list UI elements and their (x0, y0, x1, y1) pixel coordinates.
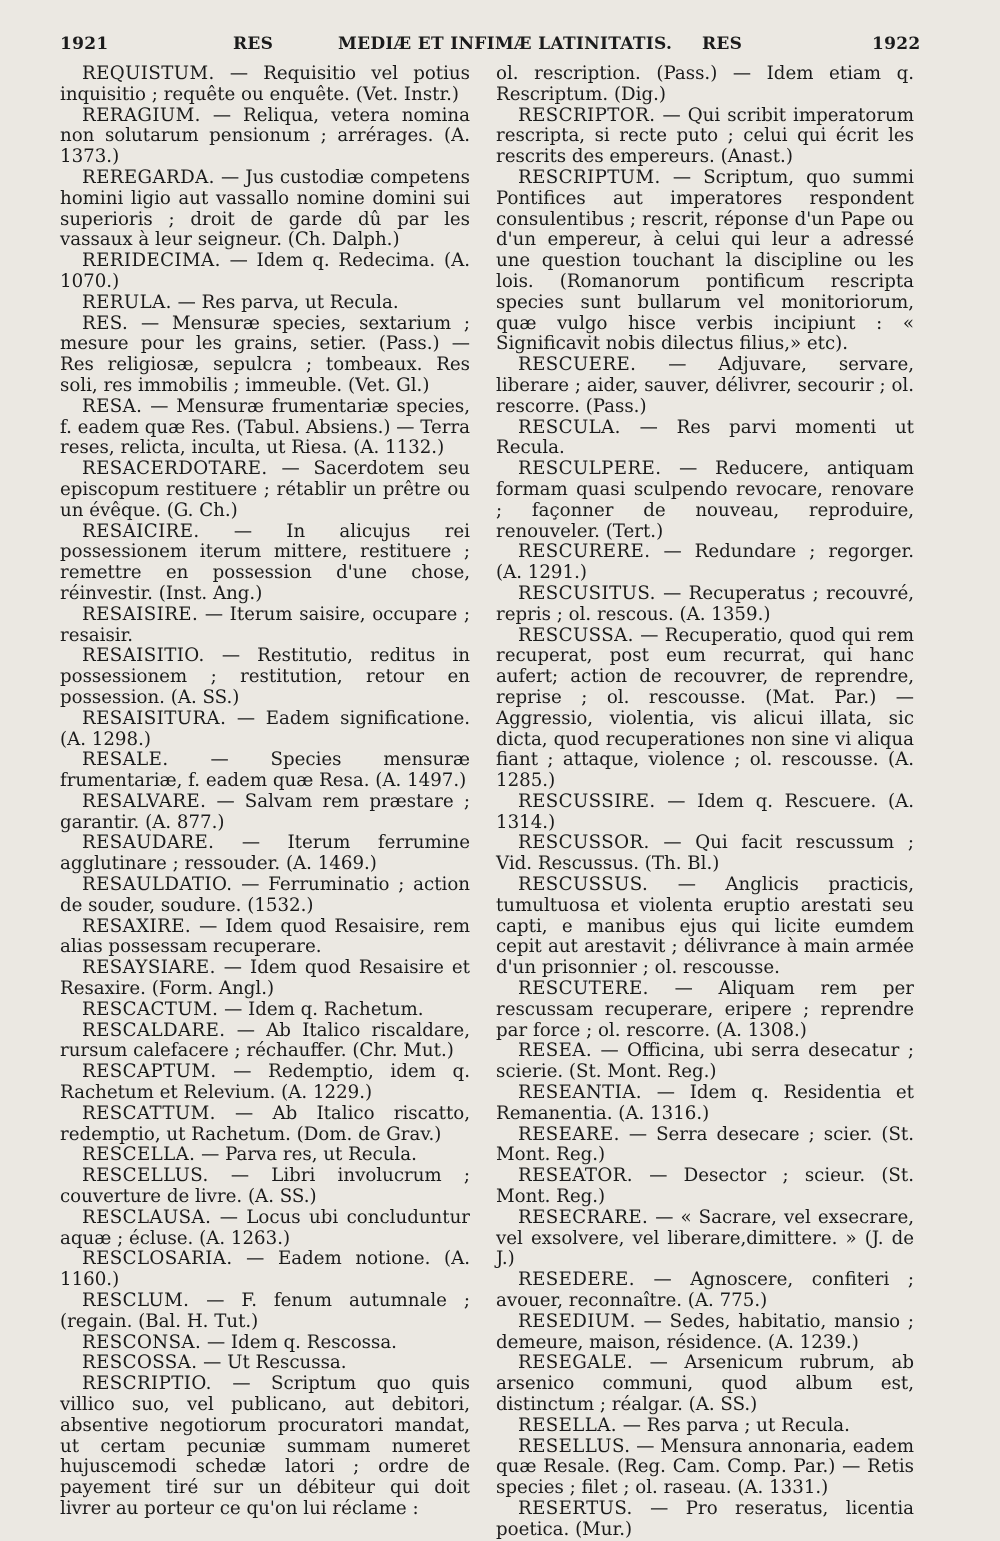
entry-definition: — Requisitio vel potius inquisitio ; requête ou enquête. (Vet. Instr.) (60, 63, 470, 105)
dictionary-entry (60, 1062, 470, 1104)
dictionary-entry (496, 168, 914, 355)
entry-definition: — Res parvi momenti ut Recula. (496, 416, 914, 459)
entry-headword: RESAICIRE. (82, 520, 200, 542)
dictionary-entry (60, 397, 470, 459)
entry-headword: RESAISIRE. (82, 603, 199, 625)
entry-headword: RESAULDATIO. (82, 874, 233, 896)
entry-headword: RESCRIPTOR. (518, 104, 656, 126)
entry-definition: — « Sacrare, vel exsecrare, vel exsolvere, vel liberare,dimittere. » (J. de J.) (496, 1206, 914, 1270)
entry-headword: RESCACTUM. (82, 998, 219, 1020)
entry-headword: RESERTUS. (518, 1497, 633, 1519)
entry-headword: RESCUTERE. (518, 978, 649, 1000)
dictionary-entry (60, 1166, 470, 1208)
entry-headword: RESCLUM. (82, 1290, 190, 1312)
dictionary-entry (496, 64, 914, 106)
entry-headword: RESEANTIA. (518, 1082, 642, 1104)
dictionary-entry (60, 833, 470, 875)
entry-definition: — Eadem notione. (A. 1160.) (60, 1248, 470, 1291)
dictionary-entry (496, 1353, 914, 1415)
entry-definition: — Ut Rescussa. (203, 1352, 347, 1374)
entry-headword: RESCLAUSA. (82, 1206, 212, 1228)
entry-definition: — Redemptio, idem q. Rachetum et Relevium. (A. 1229.) (60, 1061, 470, 1104)
left-column (60, 64, 470, 1520)
entry-headword: RESCALDARE. (82, 1019, 226, 1041)
entry-headword: REQUISTUM. (82, 63, 215, 84)
entry-definition: — Res parva, ut Recula. (177, 291, 399, 313)
dictionary-entry (496, 979, 914, 1041)
entry-definition: — Pro reseratus, licentia poetica. (Mur.) (496, 1497, 914, 1540)
dictionary-entry (60, 750, 470, 792)
entry-definition: — Ab Italico riscatto, redemptio, ut Rachetum. (Dom. de Grav.) (60, 1102, 470, 1145)
dictionary-entry (60, 1208, 470, 1250)
dictionary-entry (60, 605, 470, 647)
entry-headword: RESEGALE. (518, 1352, 634, 1374)
entry-definition: — Idem quod Resaisire, rem alias possessam recuperare. (60, 915, 470, 958)
header-word-left: RES (233, 34, 274, 54)
entry-headword: RESCRIPTIO. (82, 1373, 212, 1395)
entry-headword: RESEATOR. (518, 1165, 633, 1187)
entry-definition: — Idem q. Rescuere. (A. 1314.) (496, 790, 914, 833)
entry-headword: RESAISITIO. (82, 645, 205, 667)
entry-definition: — Recuperatus ; recouvré, repris ; ol. rescous. (A. 1359.) (496, 582, 914, 625)
page-number-left: 1921 (60, 34, 109, 54)
entry-definition: ol. rescription. (Pass.) — Idem etiam q. Rescriptum. (Dig.) (496, 63, 914, 105)
dictionary-entry (496, 1312, 914, 1354)
dictionary-entry (496, 1416, 914, 1437)
entry-headword: RESELLA. (518, 1414, 617, 1436)
entry-definition: — Res parva ; ut Recula. (622, 1414, 850, 1436)
entry-definition: — Adjuvare, servare, liberare ; aider, sauver, délivrer, secourir ; ol. rescorre. (Pass.) (496, 354, 914, 417)
entry-headword: RESCUSSIRE. (518, 790, 656, 812)
entry-headword: RESCELLA. (82, 1144, 196, 1166)
dictionary-entry (60, 459, 470, 521)
entry-definition: — In alicujus rei possessionem iterum mittere, restituere ; remettre en possession d'une chose, réinvestir. (Inst. Ang.) (60, 520, 470, 604)
entry-definition: — Officina, ubi serra desecatur ; scierie. (St. Mont. Reg.) (496, 1040, 914, 1083)
entry-headword: RESCUSSOR. (518, 832, 650, 854)
entry-headword: RESAXIRE. (82, 915, 192, 937)
entry-definition: — Libri involucrum ; couverture de livre. (A. SS.) (60, 1165, 470, 1208)
entry-definition: — Species mensuræ frumentariæ, f. eadem quæ Resa. (A. 1497.) (60, 749, 470, 792)
entry-definition: — Anglicis practicis, tumultuosa et violenta eruptio arestati seu capti, e manibus ejus qui licite eumdem cepit aut arestavit ; délivrance à main armée d'un prisonnier ; ol. rescousse. (496, 874, 914, 979)
running-header (0, 34, 1000, 64)
entry-definition: — Sacerdotem seu episcopum restituere ; rétablir un prêtre ou un évêque. (G. Ch.) (60, 458, 470, 521)
page-number-right: 1922 (872, 34, 921, 54)
dictionary-entry (496, 459, 914, 542)
entry-headword: RESAUDARE. (82, 832, 215, 854)
dictionary-entry (60, 875, 470, 917)
dictionary-entry (60, 709, 470, 751)
dictionary-entry (496, 106, 914, 168)
entry-definition: — Aliquam rem per rescussam recuperare, eripere ; reprendre par force ; ol. rescorre. (A. 1308.) (496, 978, 914, 1041)
entry-definition: — Qui scribit imperatorum rescripta, si recte puto ; celui qui écrit les rescrits des empereurs. (Anast.) (496, 104, 914, 168)
entry-headword: RESCAPTUM. (82, 1061, 217, 1083)
dictionary-entry (60, 522, 470, 605)
entry-definition: — Salvam rem præstare ; garantir. (A. 877.) (60, 790, 470, 833)
entry-headword: RESCUSSA. (518, 624, 634, 646)
dictionary-entry (496, 542, 914, 584)
dictionary-entry (496, 1083, 914, 1125)
dictionary-entry (60, 1353, 470, 1374)
entry-headword: RERAGIUM. (82, 104, 201, 126)
entry-headword: REREGARDA. (82, 166, 215, 188)
entry-headword: RESEDERE. (518, 1269, 635, 1291)
entry-definition: — Reliqua, vetera nomina non solutarum pensionum ; arrérages. (A. 1373.) (60, 104, 470, 168)
dictionary-entry (60, 1104, 470, 1146)
dictionary-entry (60, 1000, 470, 1021)
entry-definition: — Desector ; scieur. (St. Mont. Reg.) (496, 1165, 914, 1208)
dictionary-entry (496, 1499, 914, 1541)
right-column (496, 64, 914, 1541)
entry-definition: — Idem quod Resaisire et Resaxire. (Form. Angl.) (60, 957, 470, 1000)
entry-headword: RESCUSSUS. (518, 874, 649, 896)
entry-definition: — Locus ubi concluduntur aquæ ; écluse. (A. 1263.) (60, 1206, 470, 1249)
header-title: MEDIÆ ET INFIMÆ LATINITATIS. (338, 34, 673, 54)
dictionary-entry (496, 792, 914, 834)
entry-headword: RESECRARE. (518, 1206, 649, 1228)
dictionary-entry (496, 1270, 914, 1312)
entry-definition: — Iterum saisire, occupare ; resaisir. (60, 603, 470, 646)
dictionary-entry (60, 314, 470, 397)
dictionary-entry (60, 106, 470, 168)
entry-headword: RESCUERE. (518, 354, 637, 376)
entry-headword: RERIDECIMA. (82, 250, 221, 272)
entry-definition: — Mensuræ species, sextarium ; mesure pour les grains, setier. (Pass.) — Res religiosæ, sepulcra ; tombeaux. Res soli, res immobilis ; immeuble. (Vet. Gl.) (60, 312, 470, 396)
entry-definition: — F. fenum autumnale ; (regain. (Bal. H. Tut.) (60, 1290, 470, 1332)
entry-headword: RESAISITURA. (82, 707, 227, 729)
entry-definition: — Arsenicum rubrum, ab arsenico communi, quod album est, distinctum ; réalgar. (A. SS.) (496, 1352, 914, 1415)
entry-definition: — Restitutio, reditus in possessionem ; restitution, retour en possession. (A. SS.) (60, 645, 470, 708)
dictionary-entry (60, 64, 470, 106)
dictionary-entry (60, 1374, 470, 1520)
entry-headword: RESCATTUM. (82, 1102, 216, 1124)
entry-definition: — Mensuræ frumentariæ species, f. eadem quæ Res. (Tabul. Absiens.) — Terra reses, relicta, inculta, ut Riesa. (A. 1132.) (60, 395, 470, 459)
dictionary-entry (496, 833, 914, 875)
dictionary-entry (496, 355, 914, 417)
dictionary-entry (60, 251, 470, 293)
entry-headword: RESCUSITUS. (518, 582, 656, 604)
dictionary-entry (60, 917, 470, 959)
entry-headword: RESALVARE. (82, 790, 207, 812)
entry-definition: — Idem q. Redecima. (A. 1070.) (60, 250, 470, 292)
entry-headword: RESA. (82, 395, 143, 417)
dictionary-entry (496, 1166, 914, 1208)
entry-headword: RESEDIUM. (518, 1310, 636, 1332)
entry-definition: — Recuperatio, quod qui rem recuperat, post eum recurrat, qui hanc aufert; action de recouvrer, de reprendre, reprise ; ol. rescousse. (Mat. Par.) — Aggressio, violentia, vis alicui illata, sic dicta, quod recuperationes non sine vi aliqua fiant ; attaque, violence ; ol. rescousse. (A. 1285.) (496, 624, 914, 792)
dictionary-entry (60, 792, 470, 834)
dictionary-entry (60, 293, 470, 314)
entry-headword: RESCOSSA. (82, 1352, 198, 1374)
entry-headword: RESEARE. (518, 1123, 620, 1145)
dictionary-entry (60, 1333, 470, 1354)
dictionary-entry (496, 1041, 914, 1083)
entry-definition: — Qui facit rescussum ; Vid. Rescussus. (Th. Bl.) (496, 832, 914, 875)
entry-definition: — Idem q. Residentia et Remanentia. (A. 1316.) (496, 1082, 914, 1124)
dictionary-entry (496, 875, 914, 979)
entry-headword: RESACERDOTARE. (82, 458, 268, 480)
dictionary-entry (496, 1125, 914, 1167)
entry-headword: RERULA. (82, 291, 172, 313)
entry-definition: — Scriptum quo quis villico suo, vel publicano, aut debitori, absentive negotiorum procuratori mandat, ut certam pecuniæ summam numeret hujuscemodi schedæ latori ; ordre de payement tiré sur un débiteur qui doit livrer au porteur ce qu'on lui réclame : (60, 1373, 470, 1519)
entry-headword: RESCONSA. (82, 1331, 202, 1353)
entry-definition: — Ab Italico riscaldare, rursum calefacere ; réchauffer. (Chr. Mut.) (60, 1019, 470, 1062)
dictionary-entry (60, 646, 470, 708)
entry-headword: RESCRIPTUM. (518, 166, 661, 188)
dictionary-entry (496, 584, 914, 626)
entry-headword: RESEA. (518, 1040, 593, 1062)
dictionary-entry (496, 418, 914, 460)
dictionary-entry (60, 1291, 470, 1333)
entry-headword: RESCULA. (518, 416, 621, 438)
entry-headword: RESELLUS. (518, 1435, 631, 1457)
dictionary-entry (496, 1208, 914, 1270)
entry-definition: — Idem q. Rachetum. (224, 998, 424, 1020)
entry-definition: — Scriptum, quo summi Pontifices aut imperatores respondent consulentibus ; rescrit, réponse d'un Pape ou d'un empereur, à celui qui leur a adressé une question touchant la discipline ou les lois. (Romanorum pontificum rescripta species sunt bullarum vel monitoriorum, quæ vulgo hisce verbis incipiunt : « Significavit nobis dilectus filius,» etc). (496, 166, 914, 355)
dictionary-entry (60, 958, 470, 1000)
entry-headword: RESCULPERE. (518, 458, 662, 480)
entry-headword: RESCLOSARIA. (82, 1248, 233, 1270)
entry-headword: RESCURERE. (518, 541, 651, 563)
dictionary-entry (496, 626, 914, 792)
entry-definition: — Eadem significatione. (A. 1298.) (60, 707, 470, 750)
dictionary-entry (496, 1437, 914, 1499)
entry-definition: — Reducere, antiquam formam quasi sculpendo revocare, renovare ; façonner de nouveau, reproduire, renouveler. (Tert.) (496, 458, 914, 542)
dictionary-entry (60, 168, 470, 251)
entry-headword: RESCELLUS. (82, 1165, 209, 1187)
entry-definition: — Mensura annonaria, eadem quæ Resale. (Reg. Cam. Comp. Par.) — Retis species ; filet ; ol. raseau. (A. 1331.) (496, 1435, 914, 1499)
dictionary-entry (60, 1145, 470, 1166)
header-word-right: RES (702, 34, 743, 54)
entry-headword: RESALE. (82, 749, 169, 771)
entry-definition: — Serra desecare ; scier. (St. Mont. Reg.) (496, 1123, 914, 1166)
entry-definition: — Parva res, ut Recula. (201, 1144, 417, 1166)
entry-definition: — Ferruminatio ; action de souder, soudure. (1532.) (60, 874, 470, 916)
entry-definition: — Idem q. Rescossa. (206, 1331, 397, 1353)
entry-headword: RES. (82, 312, 129, 334)
entry-definition: — Redundare ; regorger. (A. 1291.) (496, 541, 914, 584)
entry-definition: — Agnoscere, confiteri ; avouer, reconnaître. (A. 775.) (496, 1269, 914, 1312)
entry-definition: — Jus custodiæ competens homini ligio aut vassallo nomine domini sui superioris ; droit de garde dû par les vassaux à leur seigneur. (Ch. Dalph.) (60, 166, 470, 251)
dictionary-entry (60, 1249, 470, 1291)
entry-definition: — Sedes, habitatio, mansio ; demeure, maison, résidence. (A. 1239.) (496, 1310, 914, 1353)
entry-definition: — Iterum ferrumine agglutinare ; ressouder. (A. 1469.) (60, 832, 470, 875)
entry-headword: RESAYSIARE. (82, 957, 216, 979)
dictionary-entry (60, 1021, 470, 1063)
